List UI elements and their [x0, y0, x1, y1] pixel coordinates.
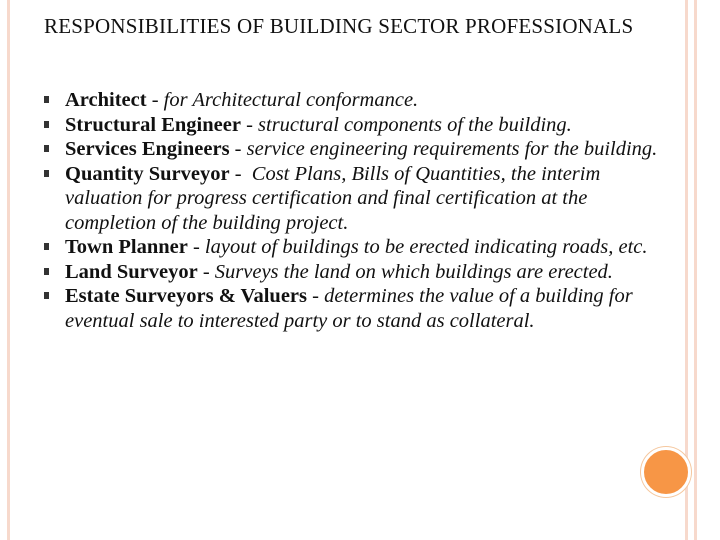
list-item-estate-surveyors [44, 284, 664, 333]
item-separator: - [146, 89, 164, 111]
list-item-structural-engineer [44, 113, 664, 138]
item-description: Surveys the land on which buildings are erected. [214, 260, 613, 283]
item-description: determines the value of a building for eventual sale to interested party or to stand as collateral. [65, 285, 633, 332]
item-description: layout of buildings to be erected indicating roads, etc. [204, 236, 648, 258]
orange-circle-decoration [641, 447, 691, 497]
square-bullet-icon [44, 243, 49, 250]
square-bullet-icon [44, 96, 49, 103]
right-border-outer-line [694, 0, 697, 540]
item-description: Cost Plans, Bills of Quantities, the interim valuation for progress certification and final certification at the completion of the building project. [65, 162, 601, 234]
item-separator: - [187, 236, 205, 258]
item-name: Land Surveyor [65, 260, 198, 283]
square-bullet-icon [44, 292, 49, 299]
item-name: Architect [65, 89, 147, 111]
item-name: Estate Surveyors & Valuers [65, 285, 308, 307]
item-description: service engineering requirements for the building. [246, 138, 658, 160]
item-description: structural components of the building. [258, 113, 572, 136]
slide-title: RESPONSIBILITIES OF BUILDING SECTOR PROFESSIONALS [44, 14, 634, 38]
list-item-architect [44, 88, 664, 113]
square-bullet-icon [44, 121, 49, 128]
list-item-town-planner [44, 235, 664, 260]
item-separator: - [307, 285, 325, 307]
responsibilities-list [44, 88, 664, 333]
item-separator: - [197, 260, 215, 283]
list-item-land-surveyor [44, 260, 664, 285]
item-separator: - [240, 113, 259, 136]
left-border-line [7, 0, 10, 540]
square-bullet-icon [44, 268, 49, 275]
list-item-quantity-surveyor [44, 162, 664, 236]
square-bullet-icon [44, 170, 49, 177]
square-bullet-icon [44, 145, 49, 152]
item-name: Services Engineers [65, 138, 230, 160]
list-item-services-engineers [44, 137, 664, 162]
item-separator: - [229, 138, 247, 160]
item-name: Town Planner [65, 236, 188, 258]
item-description: for Architectural conformance. [163, 89, 419, 111]
item-separator: - [229, 162, 252, 185]
item-name: Quantity Surveyor [65, 162, 230, 185]
item-name: Structural Engineer [65, 113, 241, 136]
